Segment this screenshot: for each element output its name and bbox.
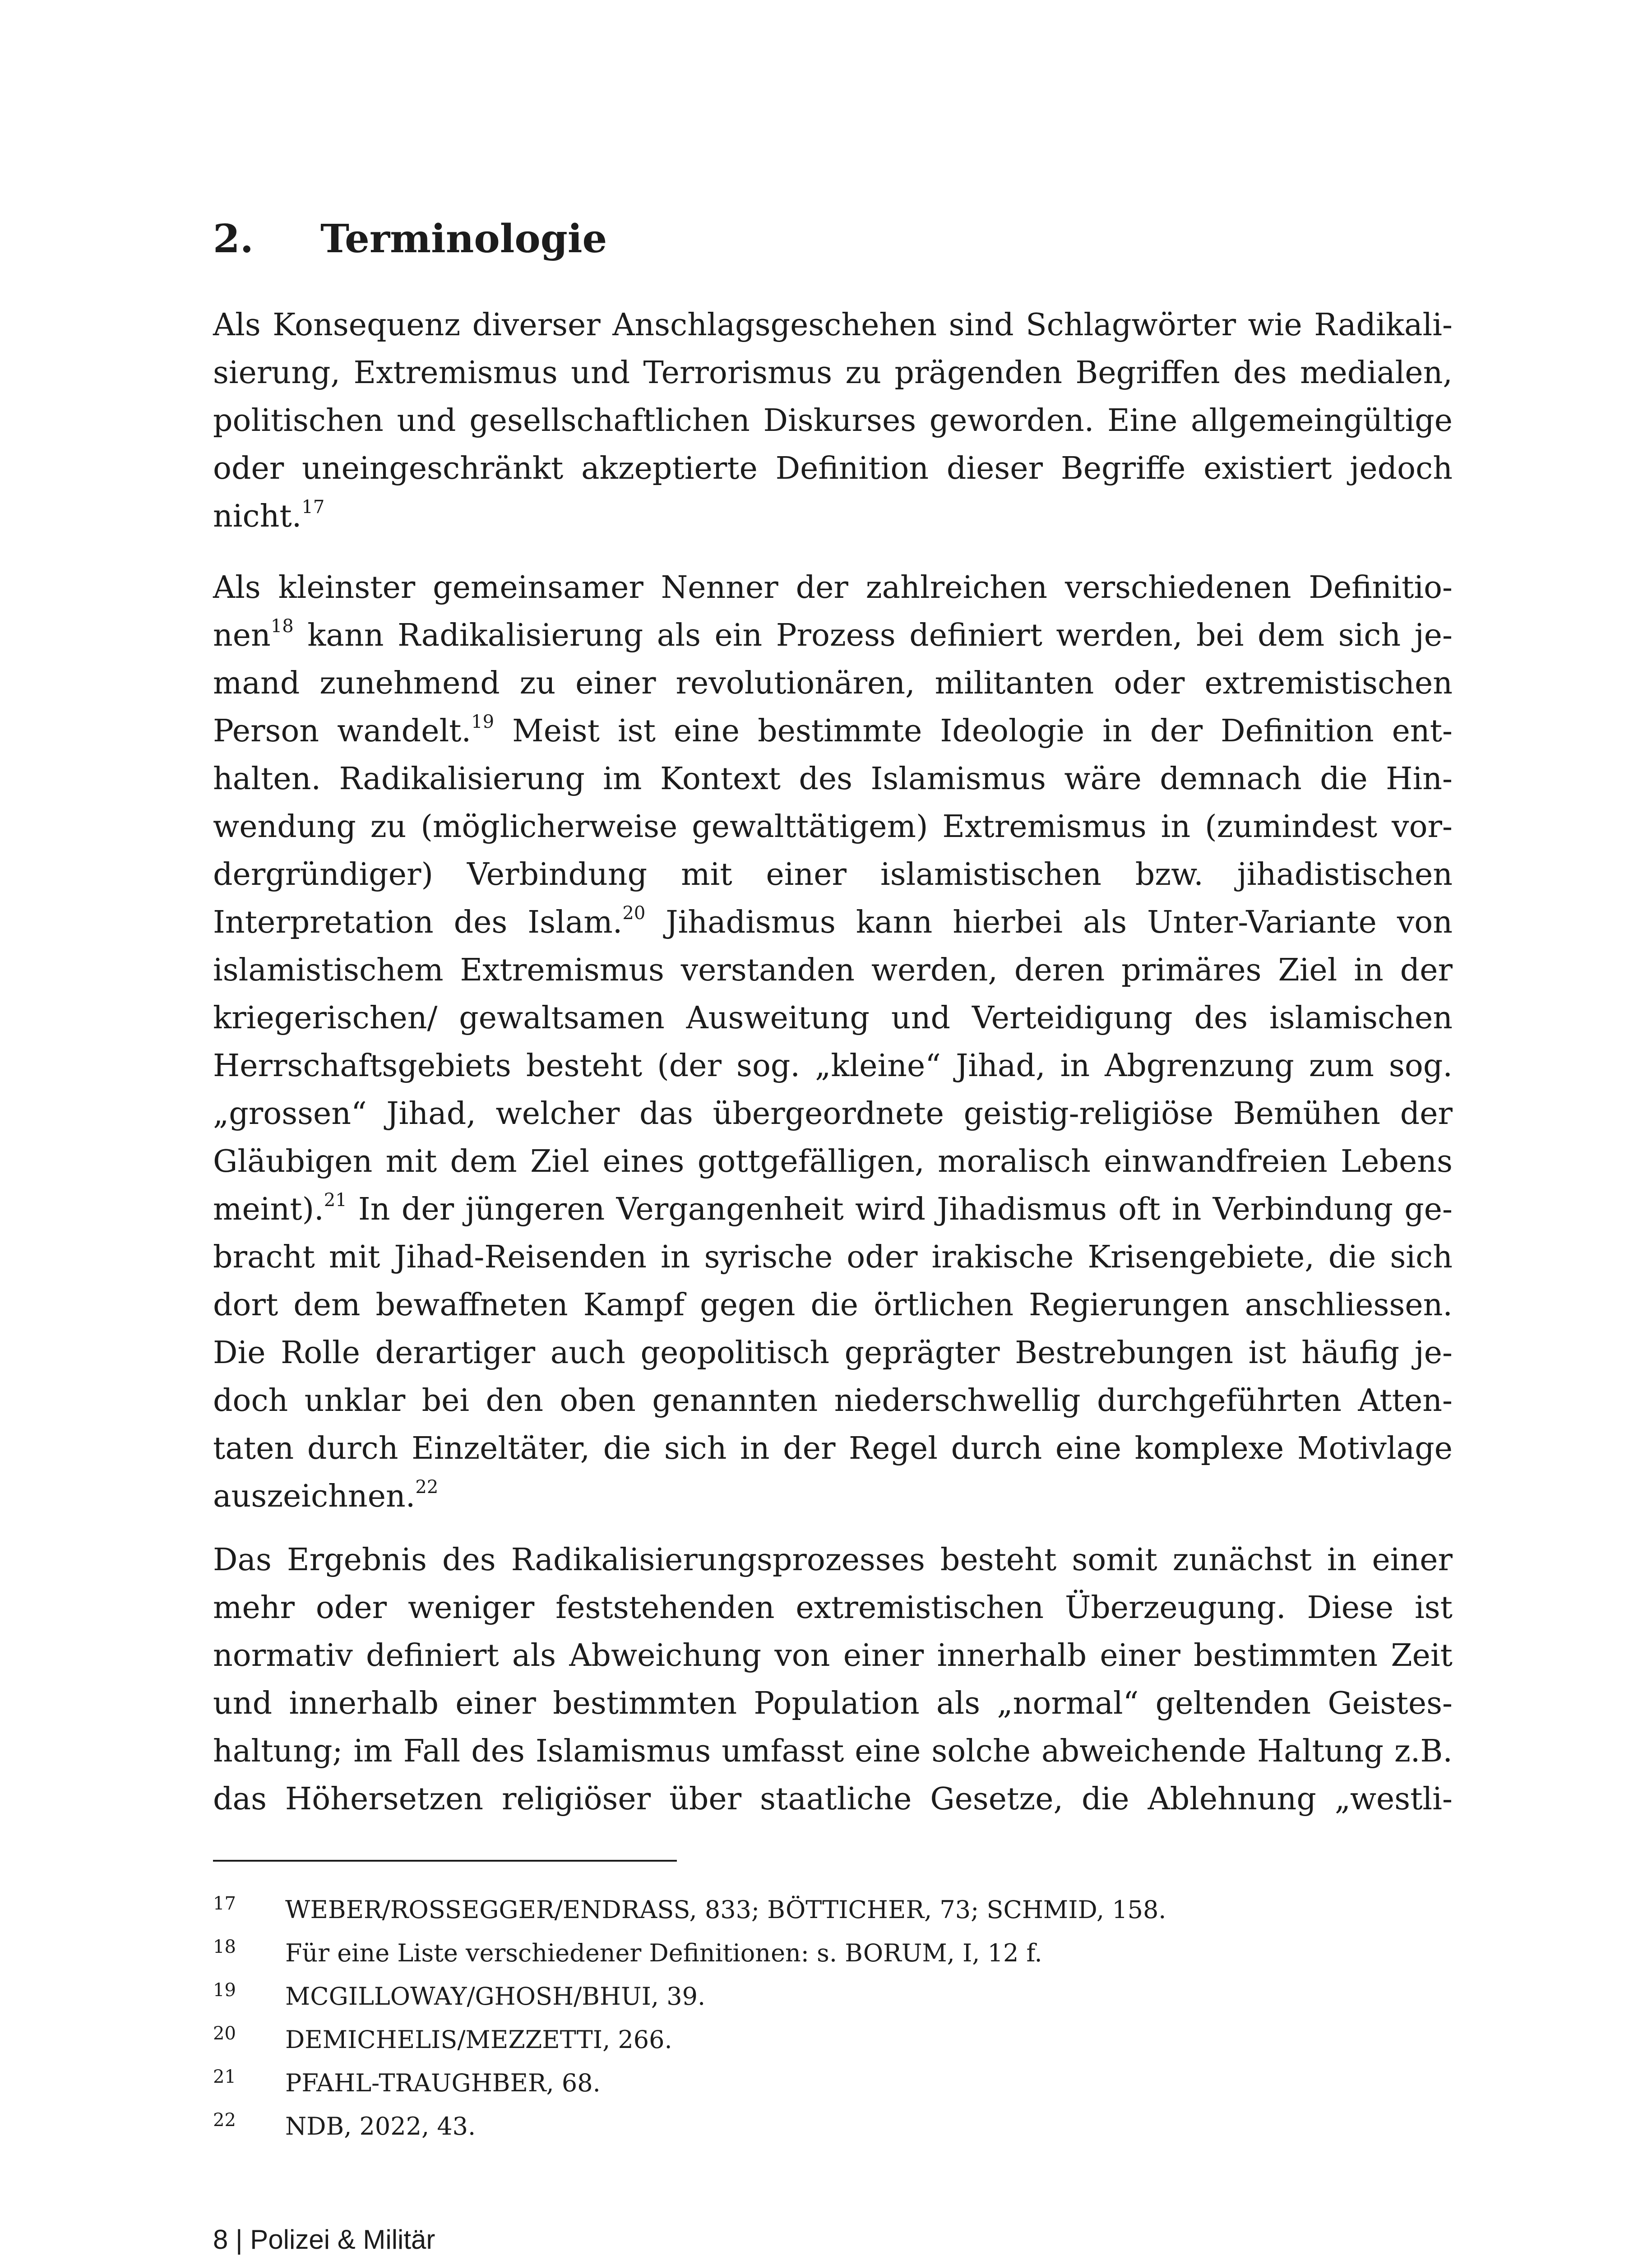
text-line: haltung; im Fall des Islamismus umfasst eine solche abweichende Haltung z.B. — [213, 1734, 1453, 1769]
text-line: Das Ergebnis des Radikalisierungsprozesses besteht somit zunächst in einer — [213, 1542, 1453, 1578]
text-line: doch unklar bei den oben genannten niederschwellig durchgeführten Atten- — [213, 1383, 1453, 1419]
text-segment: nen — [213, 618, 271, 653]
text-line — [213, 707, 1453, 755]
text-line: politischen und gesellschaftlichen Diskurses geworden. Eine allgemeingültige — [213, 403, 1453, 439]
text-line: normativ definiert als Abweichung von einer innerhalb einer bestimmten Zeit — [213, 1638, 1453, 1674]
text-line: Als kleinster gemeinsamer Nenner der zahlreichen verschiedenen Definitio- — [213, 570, 1453, 606]
text-segment: meint). — [213, 1192, 324, 1227]
footnote-number: 20 — [213, 2023, 236, 2044]
footnote-number: 19 — [213, 1980, 236, 2001]
body-paragraph-2 — [213, 564, 1453, 1521]
text-line: Gläubigen mit dem Ziel eines gottgefälligen, moralisch einwandfreien Lebens — [213, 1144, 1453, 1179]
footnote-divider — [213, 1860, 677, 1862]
text-line: islamistischem Extremismus verstanden werden, deren primäres Ziel in der — [213, 952, 1453, 988]
footnote-number: 18 — [213, 1937, 236, 1957]
page-footer: 8 | Polizei & Militär — [213, 2224, 435, 2255]
text-segment: auszeichnen. — [213, 1479, 416, 1514]
footnote — [213, 2062, 1453, 2105]
footnote-text: WEBER/ROSSEGGER/ENDRASS, 833; BÖTTICHER, 73; SCHMID, 158. — [285, 1895, 1166, 1924]
footnote-text: MCGILLOWAY/GHOSH/BHUI, 39. — [285, 1982, 706, 2011]
text-line: mand zunehmend zu einer revolutionären, militanten oder extremistischen — [213, 666, 1453, 701]
footnote-text: DEMICHELIS/MEZZETTI, 266. — [285, 2025, 672, 2054]
footnote — [213, 2105, 1453, 2148]
text-segment: kann Radikalisierung als ein Prozess definiert werden, bei dem sich je- — [293, 618, 1453, 653]
text-line: taten durch Einzeltäter, die sich in der Regel durch eine komplexe Motivlage — [213, 1431, 1453, 1466]
text-line: kriegerischen/ gewaltsamen Ausweitung und Verteidigung des islamischen — [213, 1000, 1453, 1036]
text-line: sierung, Extremismus und Terrorismus zu prägenden Begriffen des medialen, — [213, 355, 1453, 391]
text-line — [213, 1186, 1453, 1234]
footnote-marker: 18 — [270, 616, 294, 637]
text-line: dergründiger) Verbindung mit einer islamistischen bzw. jihadistischen — [213, 857, 1453, 892]
text-line: Herrschaftsgebiets besteht (der sog. „kleine“ Jihad, in Abgrenzung zum sog. — [213, 1048, 1453, 1084]
text-line: dort dem bewaffneten Kampf gegen die örtlichen Regierungen anschliessen. — [213, 1287, 1453, 1323]
footnote-number: 22 — [213, 2110, 236, 2131]
section-number: 2. — [213, 216, 254, 262]
text-line — [213, 899, 1453, 947]
section-title: Terminologie — [320, 216, 607, 262]
text-segment: nicht. — [213, 499, 302, 534]
text-line: bracht mit Jihad-Reisenden in syrische oder irakische Krisengebiete, die sich — [213, 1239, 1453, 1275]
footnote-marker: 21 — [324, 1190, 347, 1211]
text-segment: Person wandelt. — [213, 713, 472, 749]
footnote-number: 21 — [213, 2066, 236, 2087]
text-line: oder uneingeschränkt akzeptierte Definition dieser Begriffe existiert jedoch — [213, 451, 1453, 486]
footnote-marker: 17 — [301, 497, 325, 518]
footnote-text: Für eine Liste verschiedener Definitionen: s. BORUM, I, 12 f. — [285, 1939, 1042, 1967]
text-segment: Jihadismus kann hierbei als Unter-Variante von — [645, 905, 1453, 940]
footnote-text: NDB, 2022, 43. — [285, 2112, 476, 2140]
text-segment: In der jüngeren Vergangenheit wird Jihadismus oft in Verbindung ge- — [347, 1192, 1453, 1227]
text-segment: Meist ist eine bestimmte Ideologie in der Definition ent- — [494, 713, 1453, 749]
text-line: „grossen“ Jihad, welcher das übergeordnete geistig-religiöse Bemühen der — [213, 1096, 1453, 1132]
body-paragraph-3 — [213, 1536, 1453, 1823]
footnote — [213, 1932, 1453, 1975]
text-line — [213, 493, 1453, 541]
footnote-marker: 22 — [415, 1477, 439, 1498]
footnote — [213, 1888, 1453, 1932]
section-heading — [213, 212, 607, 266]
body-paragraph-1 — [213, 301, 1453, 541]
footnote-text: PFAHL-TRAUGHBER, 68. — [285, 2069, 601, 2097]
text-line: wendung zu (möglicherweise gewalttätigem) Extremismus in (zumindest vor- — [213, 809, 1453, 845]
footnotes-list — [213, 1888, 1453, 2148]
footnote-marker: 19 — [471, 712, 495, 732]
text-line: und innerhalb einer bestimmten Population als „normal“ geltenden Geistes- — [213, 1686, 1453, 1721]
text-line: das Höhersetzen religiöser über staatliche Gesetze, die Ablehnung „westli- — [213, 1781, 1453, 1817]
text-line: Als Konsequenz diverser Anschlagsgeschehen sind Schlagwörter wie Radikali- — [213, 307, 1453, 343]
footnote — [213, 1975, 1453, 2018]
text-line: Die Rolle derartiger auch geopolitisch geprägter Bestrebungen ist häufig je- — [213, 1335, 1453, 1371]
text-segment: Interpretation des Islam. — [213, 905, 623, 940]
text-line — [213, 1473, 1453, 1521]
footnote-marker: 20 — [622, 903, 646, 924]
text-line: mehr oder weniger feststehenden extremistischen Überzeugung. Diese ist — [213, 1590, 1453, 1626]
text-line — [213, 612, 1453, 660]
footnote — [213, 2018, 1453, 2062]
footnote-number: 17 — [213, 1893, 236, 1914]
text-line: halten. Radikalisierung im Kontext des Islamismus wäre demnach die Hin- — [213, 761, 1453, 797]
